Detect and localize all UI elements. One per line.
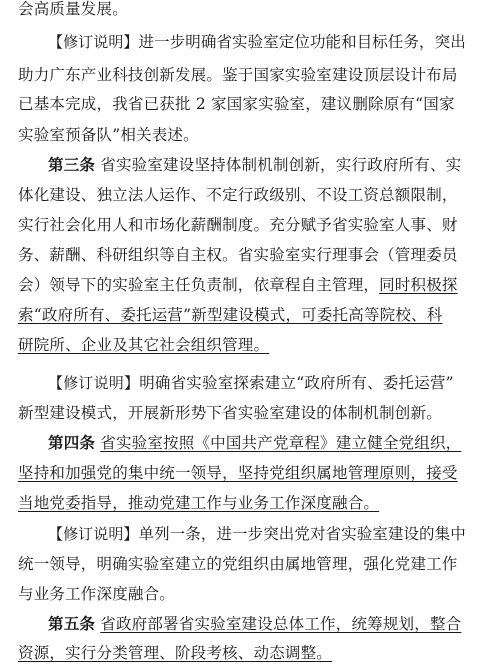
paragraph-text: 进一步明确省实验室定位功能和目标任务，突出 (138, 33, 466, 51)
text-line (18, 300, 465, 330)
underlined-text: 省政府部署省实验室建设总体工作，统筹规划，整合 (100, 615, 462, 633)
paragraph-text: 体化建设、独立法人运作、不定行政级别、不设工资总额限制， (18, 186, 458, 204)
paragraph-text: 统一领导，明确实验室建立的党组织由属地管理，强化党建工作 (18, 555, 458, 573)
revision-note-line (18, 519, 465, 549)
text-line (18, 549, 465, 579)
paragraph-text: 助力广东产业科技创新发展。鉴于国家实验室建设顶层设计布局 (18, 66, 458, 84)
text-line (18, 180, 465, 210)
article-number: 第四条 (48, 434, 96, 452)
underlined-text: 资源，实行分类管理、阶段考核、动态调整。 (18, 644, 333, 662)
text-line (18, 398, 465, 428)
article-line (18, 150, 465, 180)
text-line (18, 579, 465, 609)
paragraph-text: 已基本完成，我省已获批 2 家国家实验室，建议删除原有“国家 (18, 95, 455, 113)
revision-note-label: 【修订说明】 (48, 33, 139, 51)
paragraph-text: 会）领导下的实验室主任负责制，依章程自主管理， (18, 276, 380, 294)
text-line (18, 0, 465, 24)
text-line (18, 330, 465, 360)
paragraph-text: 务、薪酬、科研组织等自主权。省实验室实行理事会（管理委员 (18, 246, 458, 264)
underlined-text: 同时积极探 (379, 276, 458, 294)
text-line (18, 638, 465, 668)
paragraph-text: 与业务工作深度融合。 (18, 585, 176, 603)
text-line (18, 210, 465, 240)
revision-note-line (18, 27, 465, 57)
article-number: 第五条 (48, 615, 96, 633)
underlined-text: 省实验室按照《中国共产党章程》建立健全党组织， (100, 434, 462, 452)
underlined-text: 当地党委指导，推动党建工作与业务工作深度融合。 (18, 494, 380, 512)
paragraph-text: 明确省实验室探索建立“政府所有、委托运营” (139, 374, 454, 392)
article-line (18, 428, 465, 458)
revision-note-label: 【修订说明】 (48, 525, 139, 543)
revision-note-label: 【修订说明】 (48, 374, 140, 392)
text-line (18, 240, 465, 270)
underlined-text: 坚持和加强党的集中统一领导，坚持党组织属地管理原则，接受 (18, 464, 458, 482)
article-number: 第三条 (48, 156, 96, 174)
paragraph-text: 新型建设模式，开展新形势下省实验室建设的体制机制创新。 (18, 404, 442, 422)
underlined-text: 索“政府所有、委托运营”新型建设模式，可委托高等院校、科 (18, 306, 443, 324)
text-line (18, 120, 465, 150)
revision-note-line (18, 368, 465, 398)
underlined-text: 研院所、企业及其它社会组织管理。 (18, 336, 270, 354)
paragraph-text: 实验室预备队”相关表述。 (18, 126, 199, 144)
paragraph-text: 实行社会化用人和市场化薪酬制度。充分赋予省实验室人事、财 (18, 216, 458, 234)
paragraph-text: 单列一条，进一步突出党对省实验室建设的集中 (138, 525, 466, 543)
article-line (18, 609, 465, 639)
text-line (18, 488, 465, 518)
paragraph-text: 会高质量发展。 (18, 0, 128, 18)
text-line (18, 458, 465, 488)
paragraph-text: 省实验室建设坚持体制机制创新，实行政府所有、实 (100, 156, 462, 174)
text-line (18, 270, 465, 300)
text-line (18, 60, 465, 90)
text-line (18, 89, 465, 119)
